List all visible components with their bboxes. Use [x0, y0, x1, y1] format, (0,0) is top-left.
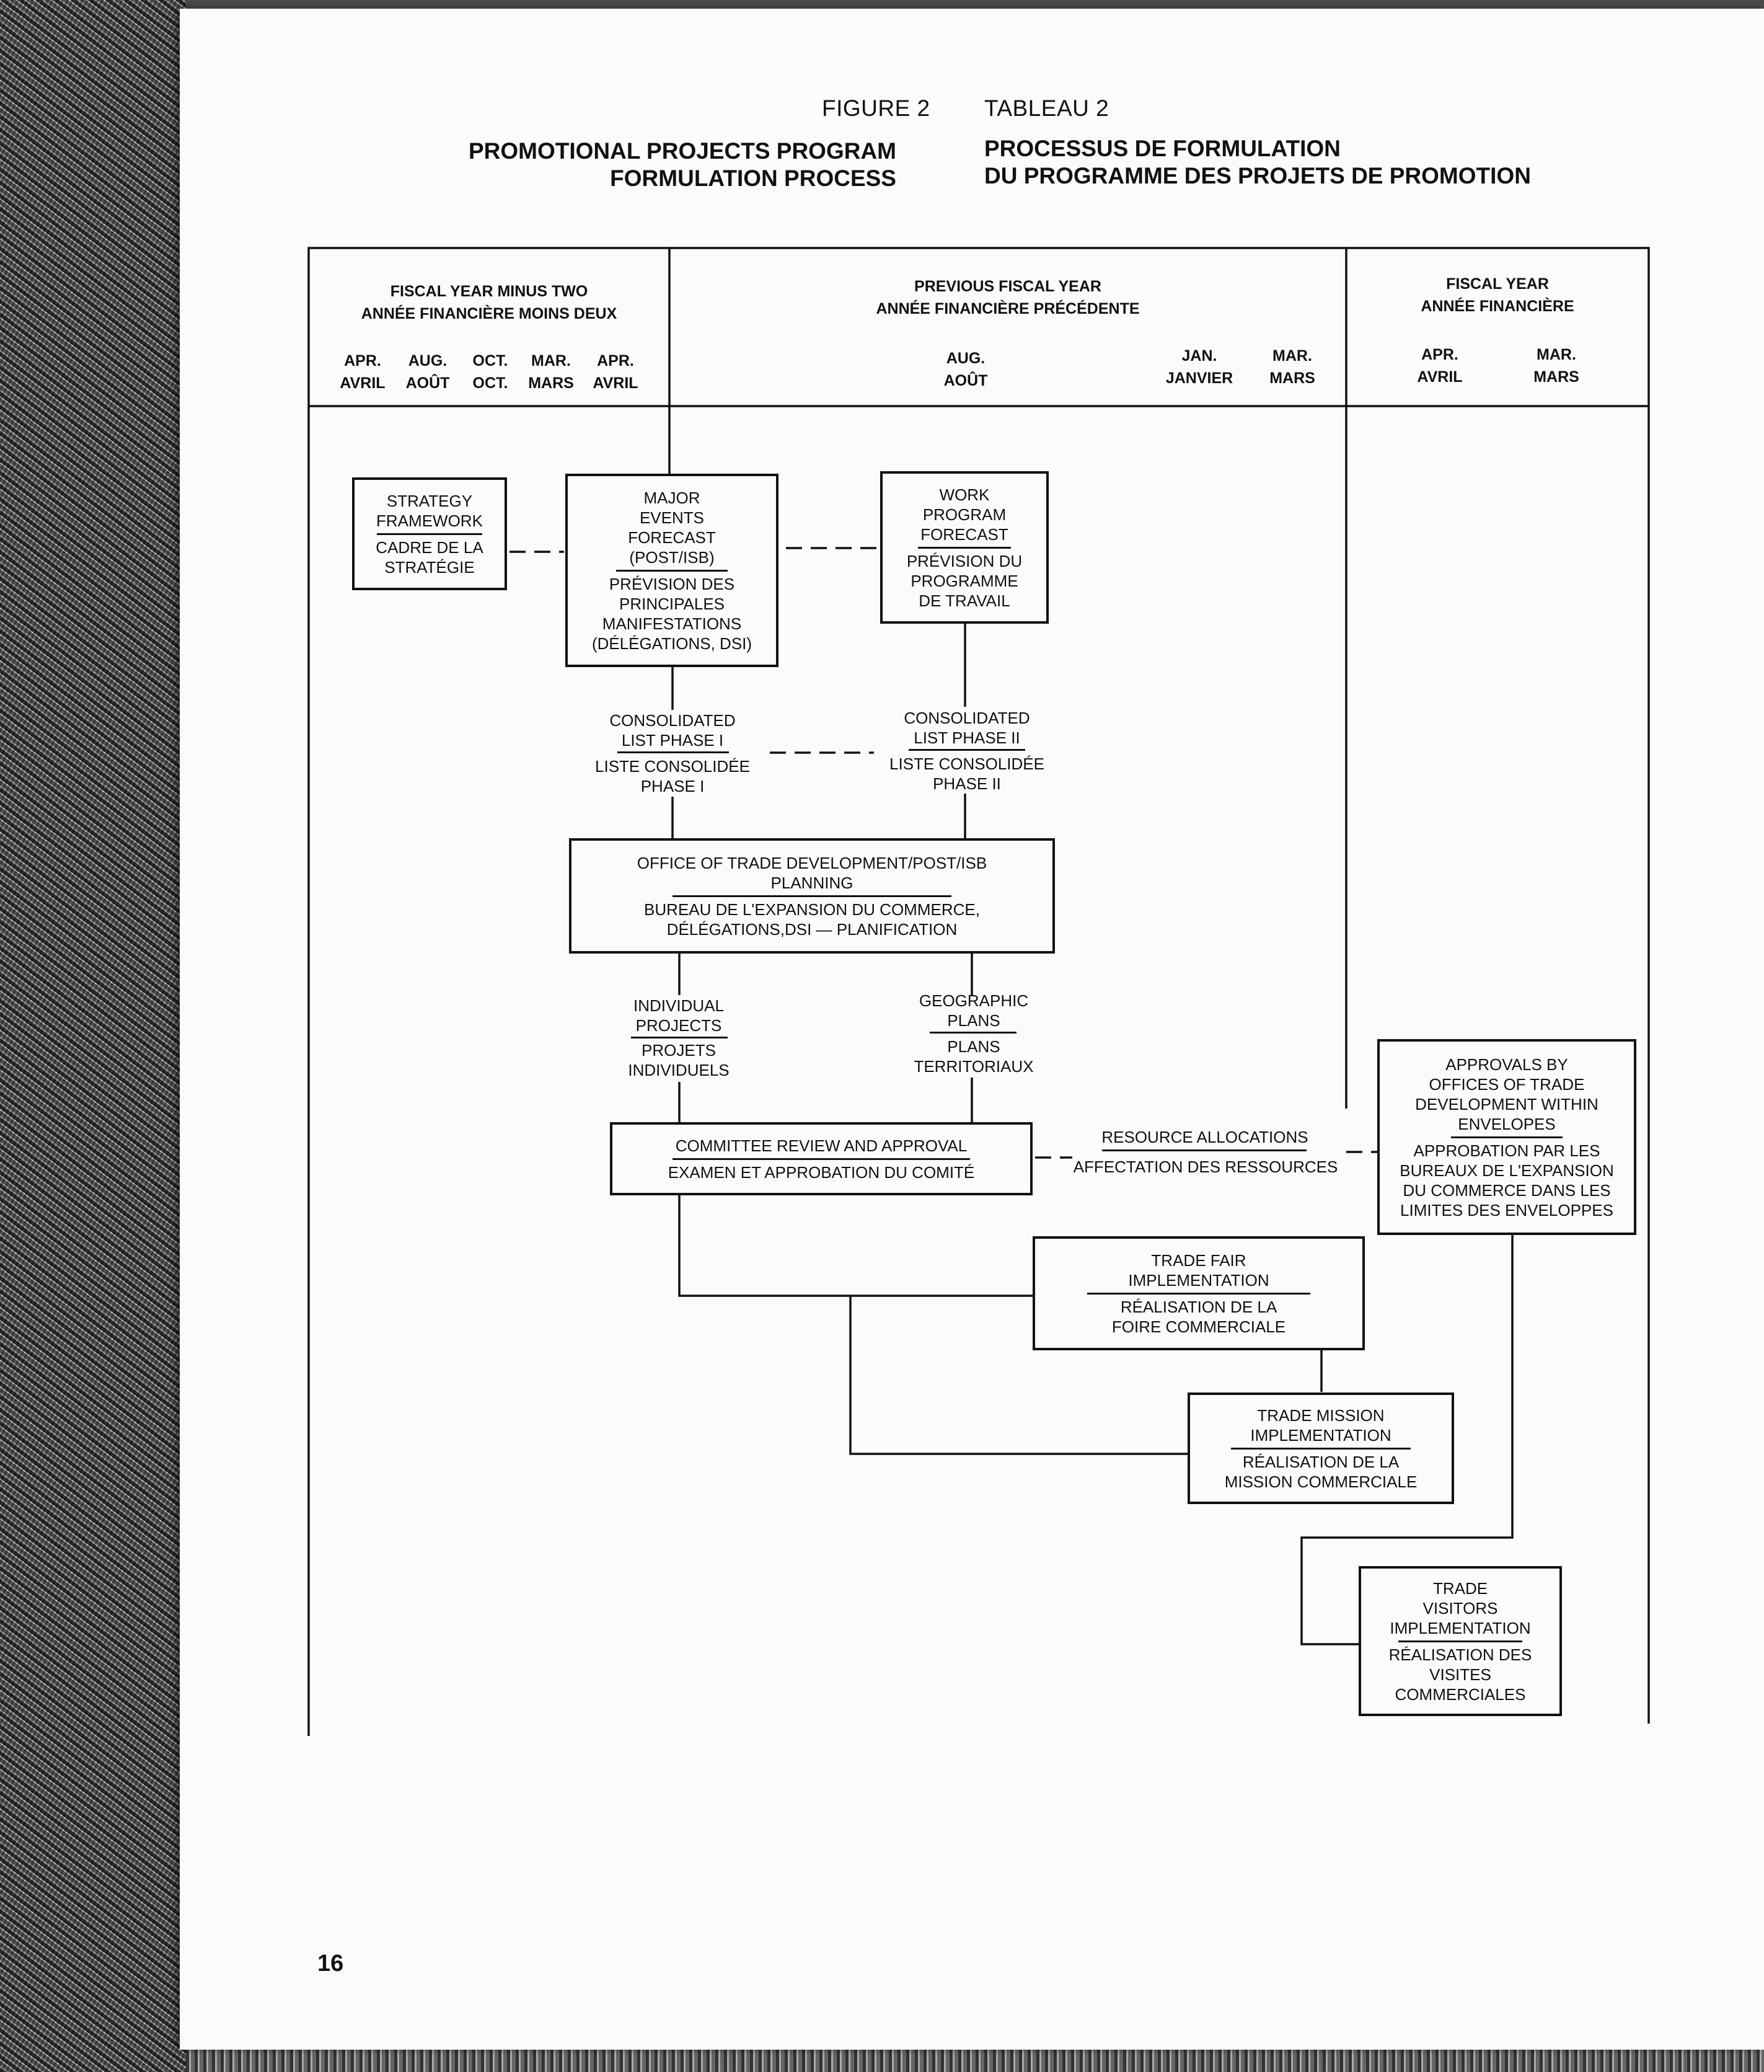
divider [1102, 1149, 1307, 1151]
divider [673, 895, 951, 897]
box-label-en: OFFICE OF TRADE DEVELOPMENT/POST/ISB PLANNING [637, 853, 987, 892]
label-individual-projects-fr: PROJETS INDIVIDUELS [628, 1041, 730, 1079]
box-label-fr: EXAMEN ET APPROBATION DU COMITÉ [668, 1162, 975, 1182]
box-label-fr: PRÉVISION DU PROGRAMME DE TRAVAIL [906, 551, 1023, 610]
box-major-events-forecast [565, 474, 778, 667]
box-trade-fair [1033, 1236, 1365, 1350]
divider [616, 570, 728, 572]
divider [1087, 1293, 1310, 1295]
box-label-en: MAJOR EVENTS FORECAST (POST/ISB) [628, 488, 716, 567]
box-label-fr: RÉALISATION DE LA FOIRE COMMERCIALE [1111, 1297, 1286, 1336]
box-strategy-framework [352, 477, 507, 590]
label-geographic-plans-fr: PLANS TERRITORIAUX [914, 1037, 1034, 1076]
divider [1398, 1640, 1522, 1642]
label-individual-projects-en: INDIVIDUAL PROJECTS [633, 996, 724, 1035]
divider [377, 533, 482, 535]
box-label-fr: RÉALISATION DE LA MISSION COMMERCIALE [1224, 1452, 1418, 1491]
label-geographic-plans-en: GEOGRAPHIC PLANS [919, 991, 1029, 1030]
label-list-phase-1-fr: LISTE CONSOLIDÉE PHASE I [595, 757, 750, 795]
box-label-fr: CADRE DE LA STRATÉGIE [376, 538, 483, 577]
divider [1451, 1136, 1563, 1138]
month-apr-3: APR. AVRIL [1417, 346, 1463, 386]
box-label-en: TRADE VISITORS IMPLEMENTATION [1390, 1578, 1531, 1637]
month-mar-2: MAR. MARS [1269, 347, 1315, 387]
box-label-en: WORK PROGRAM FORECAST [920, 485, 1008, 544]
box-committee-review [610, 1122, 1033, 1195]
label-list-phase-2-fr: LISTE CONSOLIDÉE PHASE II [889, 755, 1044, 793]
title-french: PROCESSUS DE FORMULATION DU PROGRAMME DES PROJETS DE PROMOTION [984, 136, 1531, 188]
box-label-fr: RÉALISATION DES VISITES COMMERCIALES [1388, 1645, 1532, 1704]
box-label-en: STRATEGY FRAMEWORK [376, 491, 483, 530]
connector-committee-to-fair [679, 1193, 1034, 1296]
divider [930, 1032, 1017, 1034]
period-header-fiscal-year: FISCAL YEAR ANNÉE FINANCIÈRE [1421, 275, 1574, 315]
title-english: PROMOTIONAL PROJECTS PROGRAM FORMULATION PROCESS [468, 138, 896, 191]
label-list-phase-1-en: CONSOLIDATED LIST PHASE I [609, 711, 736, 750]
box-trade-mission [1188, 1392, 1454, 1504]
box-label-fr: BUREAU DE L'EXPANSION DU COMMERCE, DÉLÉGATIONS,DSI — PLANIFICATION [644, 900, 980, 939]
box-label-en: COMMITTEE REVIEW AND APPROVAL [675, 1136, 968, 1155]
figure-label: FIGURE 2 [822, 95, 930, 121]
box-approvals [1377, 1039, 1636, 1235]
divider [909, 749, 1025, 751]
box-work-program-forecast [880, 471, 1049, 624]
label-resource-allocations-en: RESOURCE ALLOCATIONS [1101, 1128, 1308, 1146]
period-header-previous-fy: PREVIOUS FISCAL YEAR ANNÉE FINANCIÈRE PRÉCÉDENTE [876, 278, 1140, 317]
divider [1231, 1448, 1411, 1450]
box-label-en: TRADE MISSION IMPLEMENTATION [1250, 1406, 1391, 1445]
month-aug-1: AUG. AOÛT [405, 352, 450, 392]
label-resource-allocations-fr: AFFECTATION DES RESSOURCES [1073, 1158, 1338, 1176]
box-trade-visitors [1359, 1566, 1562, 1716]
month-apr-1: APR. AVRIL [340, 352, 386, 392]
divider [673, 1158, 970, 1160]
period-header-fy-minus-two: FISCAL YEAR MINUS TWO ANNÉE FINANCIÈRE MOINS DEUX [361, 283, 617, 322]
month-mar-1: MAR. MARS [528, 352, 574, 392]
month-jan: JAN. JANVIER [1165, 347, 1233, 387]
box-label-fr: PRÉVISION DES PRINCIPALES MANIFESTATIONS (DÉLÉGATIONS, DSI) [591, 574, 752, 653]
month-aug-2: AUG. AOÛT [943, 350, 988, 389]
divider [617, 751, 729, 753]
box-label-en: APPROVALS BY OFFICES OF TRADE DEVELOPMENT WITHIN ENVELOPES [1415, 1055, 1599, 1133]
page-number: 16 [317, 1950, 344, 1977]
month-apr-2: APR. AVRIL [593, 352, 638, 392]
month-oct-1: OCT. OCT. [472, 352, 508, 392]
box-label-en: TRADE FAIR IMPLEMENTATION [1128, 1251, 1269, 1290]
divider [918, 547, 1011, 549]
divider [631, 1037, 728, 1038]
box-office-planning [569, 838, 1055, 954]
box-label-fr: APPROBATION PAR LES BUREAUX DE L'EXPANSION DU COMMERCE DANS LES LIMITES DES ENVELOPPES [1400, 1141, 1614, 1220]
tableau-label: TABLEAU 2 [984, 95, 1109, 121]
label-list-phase-2-en: CONSOLIDATED LIST PHASE II [904, 709, 1030, 747]
month-mar-3: MAR. MARS [1533, 346, 1579, 386]
